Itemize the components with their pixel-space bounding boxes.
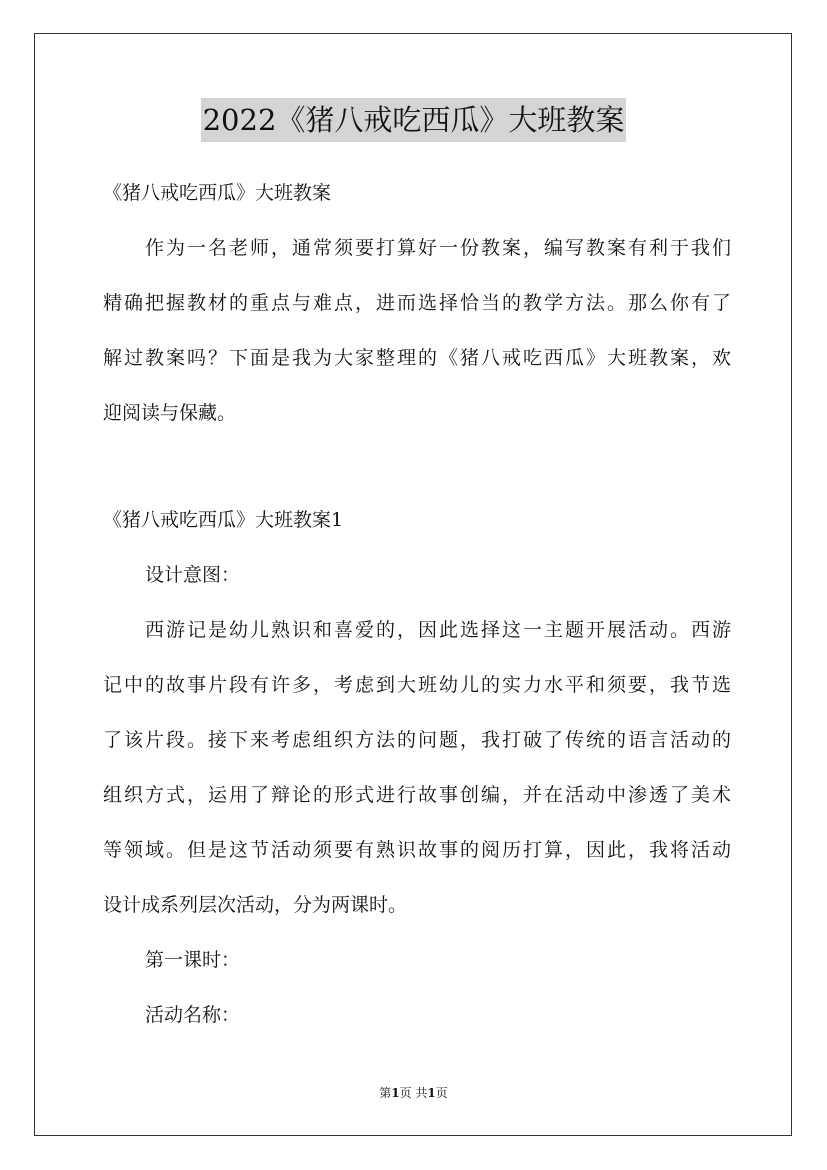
subtitle: 《猪八戒吃西瓜》大班教案: [103, 182, 332, 204]
section-gap: [103, 441, 731, 493]
footer-page-mid: 页 共: [399, 1086, 428, 1100]
title-area: [0, 98, 827, 142]
document-title: 2022《猪八戒吃西瓜》大班教案: [201, 98, 627, 142]
intro-line-2: 精确把握教材的重点与难点，进而选择恰当的教学方法。那么你有了: [103, 292, 731, 314]
design-line-4: 组织方式，运用了辩论的形式进行故事创编，并在活动中渗透了美术: [103, 784, 731, 806]
footer-page-suffix: 页: [435, 1086, 448, 1100]
intro-line-4: 迎阅读与保藏。: [103, 402, 237, 424]
design-line-3: 了该片段。接下来考虑组织方法的问题，我打破了传统的语言活动的: [103, 729, 731, 751]
design-line-2: 记中的故事片段有许多，考虑到大班幼儿的实力水平和须要，我节选: [103, 674, 731, 696]
design-label: 设计意图：: [145, 564, 241, 586]
section-title: 《猪八戒吃西瓜》大班教案1: [103, 509, 344, 531]
intro-line-3: 解过教案吗？下面是我为大家整理的《猪八戒吃西瓜》大班教案，欢: [103, 347, 731, 369]
intro-line-1: 作为一名老师，通常须要打算好一份教案，编写教案有利于我们: [145, 237, 731, 259]
footer-page-total: 1: [427, 1086, 436, 1100]
lesson-label: 第一课时：: [145, 949, 241, 971]
footer-page-number: 1: [391, 1086, 400, 1100]
footer-page-prefix: 第: [379, 1086, 392, 1100]
design-line-1: 西游记是幼儿熟识和喜爱的，因此选择这一主题开展活动。西游: [145, 619, 731, 641]
page-footer: [0, 1084, 827, 1101]
document-body: [103, 166, 731, 1043]
design-line-6: 设计成系列层次活动，分为两课时。: [103, 894, 408, 916]
design-line-5: 等领域。但是这节活动须要有熟识故事的阅历打算，因此，我将活动: [103, 839, 731, 861]
activity-name-label: 活动名称：: [145, 1004, 241, 1026]
